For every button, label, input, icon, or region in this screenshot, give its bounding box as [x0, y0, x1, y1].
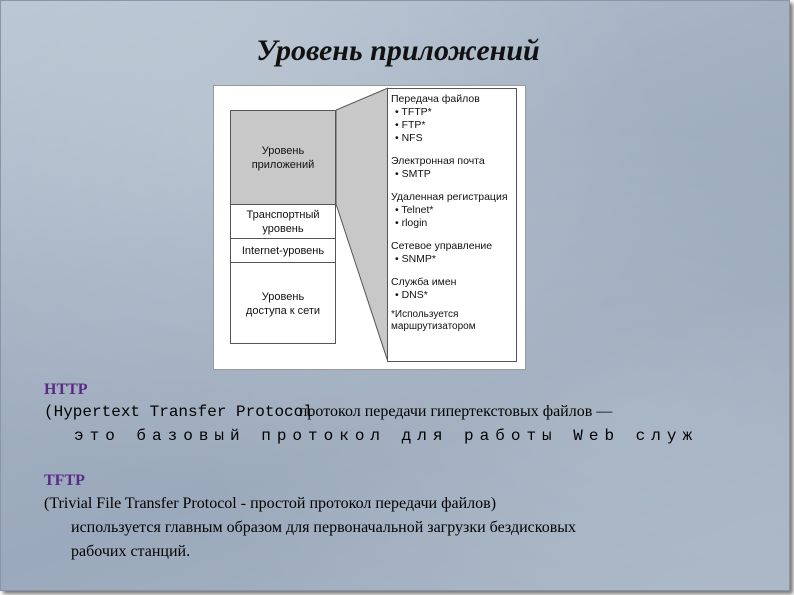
- service-item: • SNMP*: [395, 253, 437, 265]
- service-group-name-service: [391, 276, 516, 302]
- service-item: • TFTP*: [395, 106, 432, 118]
- service-group-network-management: [391, 240, 516, 266]
- tftp-line-1: (Trivial File Transfer Protocol - простой протокол передачи файлов): [44, 495, 497, 512]
- http-line-1-mono: (Hypertext Transfer Protocol: [44, 403, 313, 421]
- layer-internet: [231, 239, 335, 263]
- tftp-line-2: используется главным образом для первоначальной загрузки бездисковых: [71, 519, 577, 536]
- slide-title: Уровень приложений: [256, 34, 540, 67]
- layer-transport-line2: уровень: [262, 222, 304, 235]
- service-heading: Сетевое управление: [391, 240, 493, 252]
- layer-application-line1: Уровень: [261, 144, 305, 157]
- service-group-file-transfer: [391, 93, 516, 145]
- layer-internet-label: Internet-уровень: [241, 244, 325, 257]
- http-line-2: это базовый протокол для работы Web служ: [74, 427, 699, 445]
- service-item: • DNS*: [395, 289, 428, 301]
- service-item: • NFS: [395, 132, 423, 144]
- layer-access-line2: доступа к сети: [245, 304, 321, 317]
- service-item: • SMTP: [395, 168, 431, 180]
- http-line-1: [44, 403, 612, 421]
- service-heading: Электронная почта: [391, 155, 485, 167]
- service-group-email: [391, 155, 516, 181]
- layer-stack: [230, 110, 336, 344]
- layer-transport: [231, 205, 335, 239]
- layer-network-access: [231, 263, 335, 344]
- service-group-remote-login: [391, 191, 516, 230]
- layer-access-line1: Уровень: [261, 290, 305, 303]
- layer-application: [231, 111, 335, 205]
- service-item: • Telnet*: [395, 204, 434, 216]
- service-heading: Передача файлов: [391, 93, 480, 105]
- service-heading: Удаленная регистрация: [391, 191, 508, 203]
- http-line-1-rest: протокол передачи гипертекстовых файлов —: [298, 403, 613, 420]
- layer-application-line2: приложений: [251, 158, 315, 171]
- layer-transport-line1: Транспортный: [246, 208, 320, 221]
- tftp-heading: TFTP: [44, 472, 85, 489]
- footnote: *Используется маршрутизатором: [391, 309, 476, 332]
- protocol-stack-diagram: [213, 85, 526, 370]
- service-item: • FTP*: [395, 119, 426, 131]
- service-item: • rlogin: [395, 217, 428, 229]
- service-heading: Служба имен: [391, 276, 457, 288]
- expansion-trapezoid: [336, 86, 388, 369]
- http-heading: HTTP: [44, 381, 88, 398]
- services-box: [387, 88, 517, 362]
- tftp-line-3: рабочих станций.: [71, 543, 191, 560]
